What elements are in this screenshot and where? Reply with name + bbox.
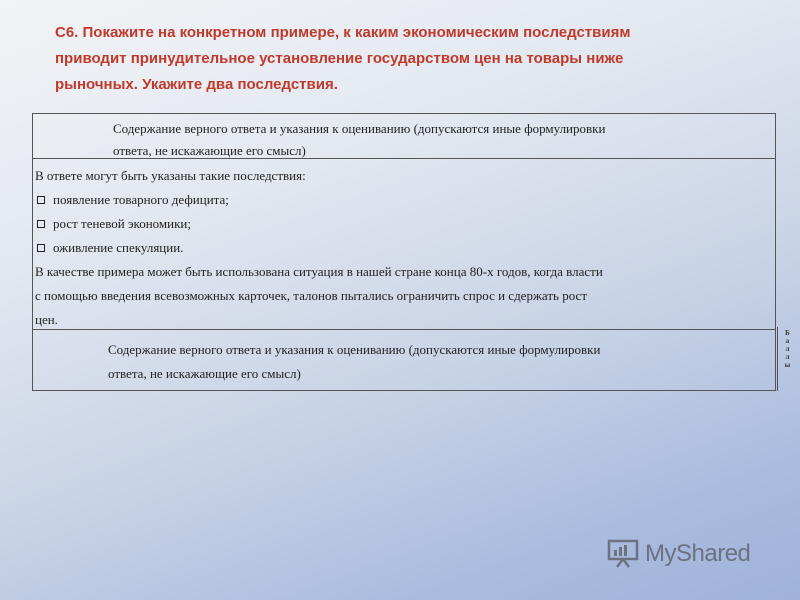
list-item-label: рост теневой экономики; bbox=[53, 216, 191, 231]
watermark-logo bbox=[607, 538, 750, 570]
footer-line-1: Содержание верного ответа и указания к оцениванию (допускаются иные формулировки bbox=[108, 342, 601, 357]
table-header-row bbox=[32, 113, 776, 159]
example-line-2: с помощью введения всевозможных карточек, талонов пытались ограничить спрос и сдержать рост bbox=[35, 288, 588, 303]
points-letter: ы bbox=[784, 361, 791, 369]
question-line-1: С6. Покажите на конкретном примере, к каким экономическим последствиям bbox=[55, 24, 631, 41]
list-item-label: оживление спекуляции. bbox=[53, 240, 184, 255]
presentation-board-icon bbox=[607, 539, 639, 569]
points-letter: а bbox=[785, 337, 790, 345]
question-line-2: приводит принудительное установление государством цен на товары ниже bbox=[55, 50, 624, 67]
points-letter: л bbox=[785, 353, 790, 361]
points-letter: Б bbox=[785, 329, 790, 337]
table-footer-wrap bbox=[32, 329, 791, 391]
answer-intro: В ответе могут быть указаны такие последствия: bbox=[35, 168, 306, 183]
footer-line-2: ответа, не искажающие его смысл) bbox=[108, 366, 301, 381]
table-body-row bbox=[32, 159, 776, 329]
points-letter: л bbox=[785, 345, 790, 353]
example-line-1: В качестве примера может быть использована ситуация в нашей стране конца 80-х годов, когда власти bbox=[35, 264, 603, 279]
points-column-label bbox=[777, 327, 797, 391]
checkbox-bullet-icon bbox=[37, 220, 45, 228]
question-line-3: рыночных. Укажите два последствия. bbox=[55, 76, 338, 93]
list-item bbox=[35, 188, 769, 212]
checkbox-bullet-icon bbox=[37, 244, 45, 252]
table-footer-row bbox=[32, 329, 776, 391]
question-text bbox=[55, 20, 755, 98]
answer-table bbox=[32, 113, 791, 391]
list-item-label: появление товарного дефицита; bbox=[53, 192, 229, 207]
header-line-2: ответа, не искажающие его смысл) bbox=[113, 143, 306, 158]
list-item bbox=[35, 212, 769, 236]
watermark-text: MyShared bbox=[645, 540, 751, 567]
header-line-1: Содержание верного ответа и указания к оцениванию (допускаются иные формулировки bbox=[113, 121, 606, 136]
list-item bbox=[35, 236, 769, 260]
example-line-3: цен. bbox=[35, 312, 58, 327]
checkbox-bullet-icon bbox=[37, 196, 45, 204]
